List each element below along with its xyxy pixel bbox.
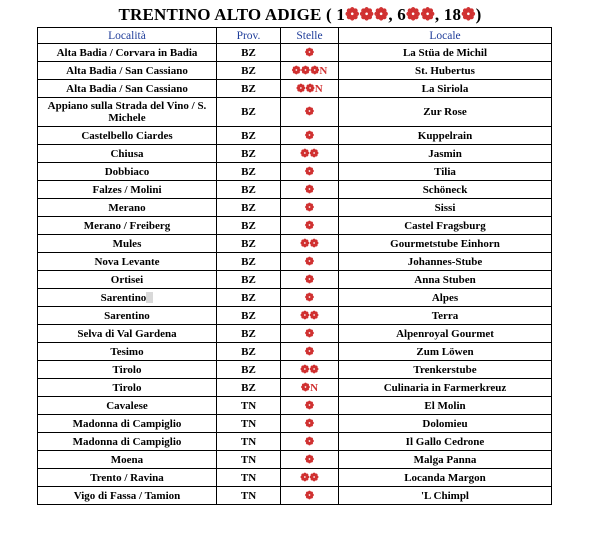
new-badge: N: [314, 83, 323, 95]
locality-cell: [38, 235, 217, 253]
venue-cell: Dolomieu: [339, 415, 552, 433]
province-cell: TN: [217, 487, 281, 505]
michelin-star-icon: ❁: [304, 436, 315, 448]
stars-cell: [281, 415, 339, 433]
michelin-star-icon: ❁: [304, 490, 315, 502]
venue-cell: Castel Fragsburg: [339, 217, 552, 235]
table-row: [38, 235, 552, 253]
locality-cell: [38, 44, 217, 62]
locality-text: Merano: [108, 201, 146, 214]
province-cell: BZ: [217, 80, 281, 98]
province-cell: BZ: [217, 98, 281, 127]
province-cell: BZ: [217, 289, 281, 307]
province-cell: BZ: [217, 253, 281, 271]
michelin-star-icon: ❁: [304, 220, 315, 232]
locality-text: Tirolo: [112, 363, 142, 376]
locality-cell: [38, 145, 217, 163]
locality-cell: [38, 397, 217, 415]
michelin-star-icon: ❁❁: [300, 310, 319, 322]
table-row: [38, 469, 552, 487]
province-cell: BZ: [217, 235, 281, 253]
michelin-star-icon: ❁❁❁: [291, 65, 320, 77]
new-badge: N: [310, 382, 319, 394]
locality-text: Ortisei: [110, 273, 144, 286]
stars-cell: [281, 433, 339, 451]
stars-cell: [281, 98, 339, 127]
stars-cell: [281, 181, 339, 199]
locality-cell: [38, 343, 217, 361]
province-cell: BZ: [217, 325, 281, 343]
locality-cell: [38, 433, 217, 451]
venue-cell: Sissi: [339, 199, 552, 217]
table-row: [38, 199, 552, 217]
province-cell: BZ: [217, 379, 281, 397]
province-cell: TN: [217, 451, 281, 469]
province-cell: TN: [217, 469, 281, 487]
table-row: [38, 379, 552, 397]
venue-cell: Trenkerstube: [339, 361, 552, 379]
province-cell: BZ: [217, 163, 281, 181]
venue-cell: 'L Chimpl: [339, 487, 552, 505]
table-row: [38, 80, 552, 98]
locality-text: Alta Badia / San Cassiano: [66, 82, 188, 95]
venue-cell: Zum Löwen: [339, 343, 552, 361]
table-row: [38, 397, 552, 415]
locality-text: Sarentino: [100, 291, 147, 304]
stars-cell: [281, 487, 339, 505]
locality-cell: [38, 451, 217, 469]
province-cell: TN: [217, 415, 281, 433]
locality-text: Chiusa: [110, 147, 144, 160]
locality-text: Castelbello Ciardes: [81, 129, 173, 142]
venue-cell: St. Hubertus: [339, 62, 552, 80]
stars-cell: [281, 199, 339, 217]
locality-text: Dobbiaco: [104, 165, 150, 178]
venue-cell: Jasmin: [339, 145, 552, 163]
locality-cell: [38, 361, 217, 379]
title-close: ): [475, 5, 482, 24]
stars-cell: [281, 379, 339, 397]
venue-cell: Anna Stuben: [339, 271, 552, 289]
province-cell: BZ: [217, 361, 281, 379]
michelin-star-icon: ❁❁: [300, 148, 319, 160]
michelin-star-icon: ❁: [304, 47, 315, 59]
locality-text: Vigo di Fassa / Tamion: [73, 489, 181, 502]
michelin-star-icon: ❁: [300, 382, 311, 394]
locality-cell: [38, 469, 217, 487]
header-locality: Località: [38, 28, 217, 44]
restaurant-table: [37, 27, 552, 505]
table-row: [38, 98, 552, 127]
venue-cell: El Molin: [339, 397, 552, 415]
locality-text: Alta Badia / Corvara in Badia: [56, 46, 198, 59]
locality-cell: [38, 325, 217, 343]
locality-cell: [38, 163, 217, 181]
locality-text: Selva di Val Gardena: [77, 327, 177, 340]
table-row: [38, 451, 552, 469]
locality-text: Madonna di Campiglio: [72, 435, 182, 448]
michelin-star-icon: ❁: [304, 130, 315, 142]
locality-cell: [38, 181, 217, 199]
venue-cell: Il Gallo Cedrone: [339, 433, 552, 451]
michelin-star-icon: ❁: [304, 256, 315, 268]
locality-text: Sarentino: [104, 309, 150, 322]
province-cell: BZ: [217, 307, 281, 325]
header-province: Prov.: [217, 28, 281, 44]
stars-cell: [281, 253, 339, 271]
venue-cell: Locanda Margon: [339, 469, 552, 487]
locality-cell: [38, 98, 217, 127]
province-cell: BZ: [217, 44, 281, 62]
locality-text: Nova Levante: [94, 255, 160, 268]
michelin-star-icon: ❁: [304, 166, 315, 178]
michelin-star-icon: ❁: [304, 292, 315, 304]
table-row: [38, 127, 552, 145]
locality-text: Tirolo: [112, 381, 142, 394]
locality-cell: [38, 199, 217, 217]
michelin-star-icon: ❁: [304, 106, 315, 118]
header-stars: Stelle: [281, 28, 339, 44]
stars-cell: [281, 361, 339, 379]
locality-text: Tesimo: [110, 345, 144, 358]
venue-cell: Malga Panna: [339, 451, 552, 469]
michelin-star-icon: ❁: [304, 454, 315, 466]
locality-cell: [38, 217, 217, 235]
province-cell: BZ: [217, 181, 281, 199]
selection-highlight: [146, 292, 153, 303]
michelin-star-icon: ❁: [304, 184, 315, 196]
stars-cell: [281, 44, 339, 62]
michelin-star-icon: ❁❁: [300, 472, 319, 484]
table-row: [38, 289, 552, 307]
province-cell: BZ: [217, 343, 281, 361]
michelin-star-icon: ❁❁: [296, 83, 315, 95]
venue-cell: Zur Rose: [339, 98, 552, 127]
stars-cell: [281, 325, 339, 343]
stars-cell: [281, 235, 339, 253]
table-row: [38, 307, 552, 325]
stars-cell: [281, 271, 339, 289]
locality-text: Falzes / Molini: [92, 183, 162, 196]
venue-cell: Alpes: [339, 289, 552, 307]
table-row: [38, 44, 552, 62]
locality-cell: [38, 80, 217, 98]
province-cell: TN: [217, 397, 281, 415]
province-cell: BZ: [217, 217, 281, 235]
locality-text: Appiano sulla Strada del Vino / S. Michele: [47, 100, 207, 124]
table-row: [38, 62, 552, 80]
header-venue: Locale: [339, 28, 552, 44]
locality-cell: [38, 307, 217, 325]
michelin-star-icon: ❁: [304, 346, 315, 358]
one-star-icon: ❁: [461, 5, 476, 24]
stars-cell: [281, 397, 339, 415]
venue-cell: Culinaria in Farmerkreuz: [339, 379, 552, 397]
table-header-row: [38, 28, 552, 44]
locality-text: Mules: [112, 237, 142, 250]
table-row: [38, 271, 552, 289]
two-star-icon: ❁❁: [406, 5, 435, 24]
locality-cell: [38, 127, 217, 145]
stars-cell: [281, 163, 339, 181]
table-row: [38, 325, 552, 343]
locality-cell: [38, 379, 217, 397]
table-row: [38, 433, 552, 451]
stars-cell: [281, 145, 339, 163]
province-cell: BZ: [217, 145, 281, 163]
locality-text: Alta Badia / San Cassiano: [66, 64, 188, 77]
michelin-star-icon: ❁: [304, 400, 315, 412]
venue-cell: Gourmetstube Einhorn: [339, 235, 552, 253]
michelin-star-icon: ❁: [304, 328, 315, 340]
stars-cell: [281, 62, 339, 80]
stars-cell: [281, 307, 339, 325]
locality-text: Trento / Ravina: [90, 471, 164, 484]
stars-cell: [281, 289, 339, 307]
title-sep-1: , 6: [388, 5, 407, 24]
venue-cell: La Siriola: [339, 80, 552, 98]
locality-cell: [38, 271, 217, 289]
table-row: [38, 217, 552, 235]
michelin-star-icon: ❁: [304, 274, 315, 286]
province-cell: BZ: [217, 271, 281, 289]
table-row: [38, 487, 552, 505]
table-row: [38, 163, 552, 181]
venue-cell: Terra: [339, 307, 552, 325]
stars-cell: [281, 343, 339, 361]
venue-cell: La Stüa de Michil: [339, 44, 552, 62]
michelin-star-icon: ❁❁: [300, 364, 319, 376]
locality-cell: [38, 253, 217, 271]
locality-text: Cavalese: [106, 399, 148, 412]
locality-cell: [38, 415, 217, 433]
table-row: [38, 253, 552, 271]
province-cell: BZ: [217, 127, 281, 145]
province-cell: BZ: [217, 62, 281, 80]
province-cell: BZ: [217, 199, 281, 217]
stars-cell: [281, 127, 339, 145]
venue-cell: Schöneck: [339, 181, 552, 199]
locality-cell: [38, 487, 217, 505]
table-row: [38, 361, 552, 379]
locality-text: Merano / Freiberg: [83, 219, 171, 232]
michelin-star-icon: ❁❁: [300, 238, 319, 250]
venue-cell: Tilia: [339, 163, 552, 181]
locality-text: Moena: [110, 453, 144, 466]
table-row: [38, 343, 552, 361]
new-badge: N: [319, 65, 328, 77]
stars-cell: [281, 451, 339, 469]
table-row: [38, 181, 552, 199]
venue-cell: Alpenroyal Gourmet: [339, 325, 552, 343]
locality-cell: [38, 62, 217, 80]
table-row: [38, 415, 552, 433]
locality-cell: [38, 289, 217, 307]
stars-cell: [281, 80, 339, 98]
michelin-star-icon: ❁: [304, 202, 315, 214]
venue-cell: Johannes-Stube: [339, 253, 552, 271]
locality-text: Madonna di Campiglio: [72, 417, 182, 430]
page-title: [0, 5, 600, 25]
michelin-star-icon: ❁: [304, 418, 315, 430]
stars-cell: [281, 217, 339, 235]
title-text: TRENTINO ALTO ADIGE ( 1: [118, 5, 346, 24]
stars-cell: [281, 469, 339, 487]
table-row: [38, 145, 552, 163]
venue-cell: Kuppelrain: [339, 127, 552, 145]
province-cell: TN: [217, 433, 281, 451]
title-sep-2: , 18: [434, 5, 462, 24]
three-star-icon: ❁❁❁: [345, 5, 389, 24]
